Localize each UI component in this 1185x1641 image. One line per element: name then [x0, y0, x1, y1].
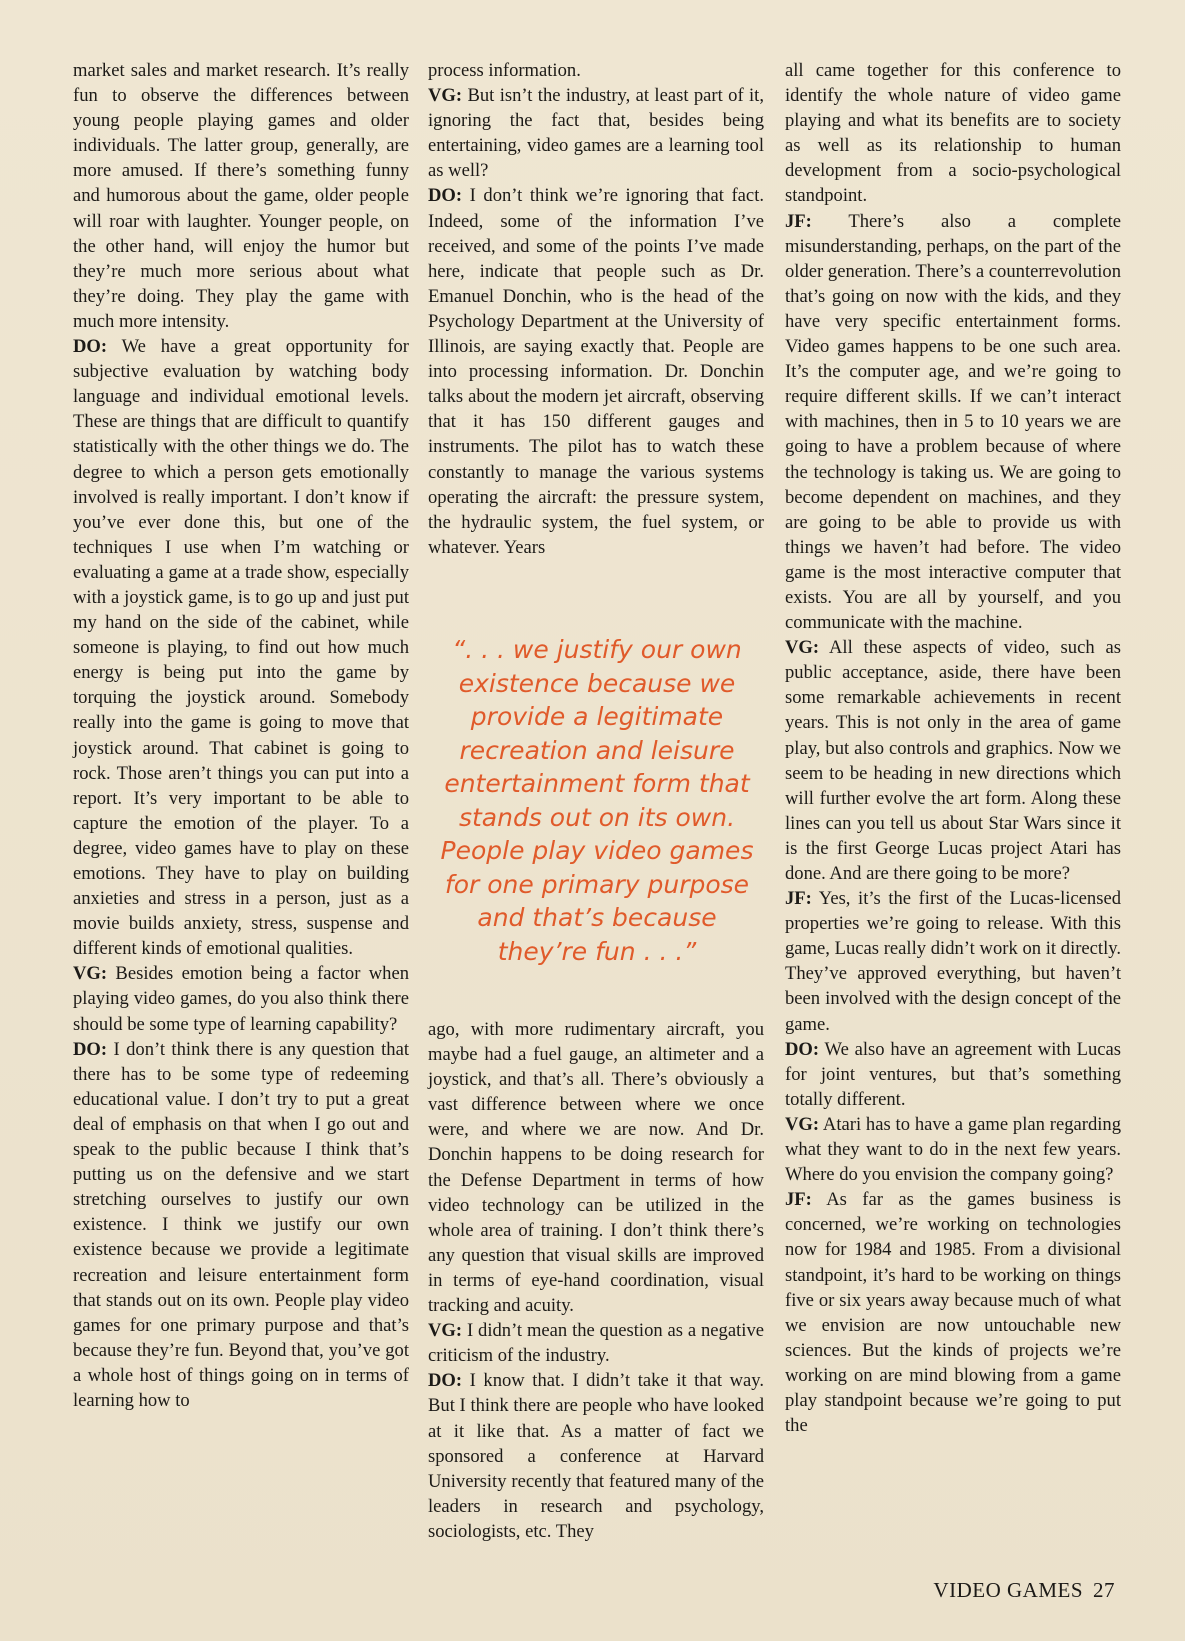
paragraph-text: Besides emotion being a factor when playing video games, do you also think there should be some type of learning capability? [73, 963, 409, 1035]
speaker-label: JF: [785, 888, 812, 910]
paragraph-text: I know that. I didn’t take it that way. But I think there are people who have looked at it like that. As a matter of fact we sponsored a conference at Harvard University recently that featured many of the leaders in research and psychology, sociologists, etc. They [428, 1370, 764, 1542]
paragraph-text: I didn’t mean the question as a negative criticism of the industry. [428, 1320, 764, 1367]
speaker-label: JF: [785, 210, 812, 232]
speaker-label: JF: [785, 1189, 812, 1211]
paragraph-text: There’s also a complete misunderstanding, perhaps, on the part of the older generation. There’s a counterrevolution that’s going on now with the kids, and they have very specific entertainment forms. Video games happens to be one such area. It’s the computer age, and we’re going to require different skills. If we can’t interact with machines, then in 5 to 10 years we are going to have a problem because of where the technology is taking us. We are going to become dependent on machines, and they are going to be able to provide us with things we haven’t had before. The video game is the most interactive computer that exists. You are all by yourself, and you communicate with the machine. [785, 210, 1121, 634]
speaker-label: DO: [428, 185, 463, 207]
speaker-label: DO: [428, 1370, 463, 1392]
paragraph [428, 1017, 764, 1318]
speaker-label: DO: [73, 336, 108, 358]
paragraph [785, 635, 1121, 886]
speaker-label: VG: [785, 637, 820, 659]
paragraph [428, 1368, 764, 1544]
paragraph-text: All these aspects of video, such as public acceptance, aside, there have been some remarkable achievements in recent years. This is not only in the area of game play, but also controls and graphics. Now we seem to be heading in new directions which will further evolve the art form. Along these lines can you tell us about Star Wars since it is the first George Lucas project Atari has done. And are there going to be more? [785, 637, 1121, 884]
paragraph-text: We have a great opportunity for subjective evaluation by watching body language and individual emotional levels. These are things that are difficult to quantify statistically with the other things we do. The degree to which a person gets emotionally involved is really important. I don’t know if you’ve ever done this, but one of the techniques I use when I’m watching or evaluating a game at a trade show, especially with a joystick game, is to go up and just put my hand on the side of the cabinet, while someone is playing, to find out how much energy is being put into the game by torquing the joystick around. Somebody really into the game is going to move that joystick around. That cabinet is going to rock. Those aren’t things you can put into a report. It’s very important to be able to capture the emotion of the player. To a degree, video games have to play on these emotions. They have to play on building anxieties and stress in a person, just as a movie builds anxiety, stress, suspense and different kinds of emotional qualities. [73, 336, 409, 960]
page-number: 27 [1093, 1578, 1115, 1602]
speaker-label: VG: [785, 1113, 820, 1135]
paragraph-text: market sales and market research. It’s really fun to observe the differences between young people playing games and older individuals. The latter group, generally, are more amused. If there’s something funny and humorous about the game, older people will roar with laughter. Younger people, on the other hand, will enjoy the humor but they’re much more serious about what they’re doing. They play the game with much more intensity. [73, 60, 409, 332]
paragraph-text: all came together for this conference to identify the whole nature of video game playing and what its benefits are to society as well as its relationship to human development from a socio-psychological standpoint. [785, 60, 1121, 207]
paragraph [785, 1112, 1121, 1187]
paragraph [785, 1037, 1121, 1112]
column-2-top [428, 58, 764, 560]
column-3 [785, 58, 1121, 1438]
column-1 [73, 58, 409, 1413]
paragraph-text: We also have an agreement with Lucas for joint ventures, but that’s something totally different. [785, 1038, 1122, 1110]
page-footer [923, 1578, 1115, 1603]
column-2-bottom [428, 1017, 764, 1544]
publication-name: VIDEO GAMES [933, 1578, 1083, 1602]
paragraph-text: I don’t think there is any question that there has to be some type of redeeming educational value. I don’t try to put a great deal of emphasis on that when I go out and speak to the public because I think that’s putting us on the defensive and we start stretching ourselves to justify our own existence. I think we justify our own existence because we provide a legitimate recreation and leisure entertainment form that stands out on its own. People play video games for one primary purpose and that’s because they’re fun. Beyond that, you’ve got a whole host of things going on in terms of learning how to [73, 1038, 409, 1411]
paragraph-text: As far as the games business is concerned, we’re working on technologies now for 1984 and 1985. From a divisional standpoint, it’s hard to be working on things five or six years away because much of what we envision are now untouchable new sciences. But the kinds of projects we’re working on are mind blowing from a game play standpoint because we’re going to put the [785, 1189, 1121, 1437]
paragraph [73, 334, 409, 961]
paragraph [785, 58, 1121, 209]
speaker-label: VG: [428, 85, 463, 107]
paragraph [73, 961, 409, 1036]
paragraph [428, 83, 764, 183]
speaker-label: VG: [73, 963, 108, 985]
paragraph [428, 183, 764, 559]
paragraph-text: ago, with more rudimentary aircraft, you maybe had a fuel gauge, an altimeter and a joystick, and that’s all. There’s obviously a vast difference between where we once were, and where we are now. And Dr. Donchin happens to be doing research for the Defense Department in terms of how video technology can be utilized in the whole area of training. I don’t think there’s any question that visual skills are improved in terms of eye-hand coordination, visual tracking and acuity. [428, 1019, 764, 1317]
paragraph [73, 1037, 409, 1413]
paragraph-text: Yes, it’s the first of the Lucas-licensed properties we’re going to release. With this game, Lucas really didn’t work on it directly. They’ve approved everything, but haven’t been involved with the design concept of the game. [785, 888, 1121, 1035]
paragraph-text: But isn’t the industry, at least part of it, ignoring the fact that, besides being entertaining, video games are a learning tool as well? [428, 85, 764, 182]
paragraph-text: process information. [428, 60, 581, 81]
paragraph-text: Atari has to have a game plan regarding what they want to do in the next few years. Where do you envision the company going? [785, 1113, 1122, 1186]
pull-quote: “. . . we justify our own existence because we provide a legitimate recreation and leisure entertainment form that stands out on its own. People play video games for one primary purpose and that’s because they’re fun . . .” [440, 635, 754, 966]
paragraph [785, 886, 1121, 1037]
paragraph [785, 1187, 1121, 1438]
speaker-label: DO: [785, 1038, 820, 1060]
paragraph [428, 58, 764, 83]
speaker-label: VG: [428, 1320, 463, 1342]
speaker-label: DO: [73, 1038, 108, 1060]
paragraph [785, 209, 1121, 636]
paragraph [428, 1318, 764, 1368]
paragraph [73, 58, 409, 334]
paragraph-text: I don’t think we’re ignoring that fact. Indeed, some of the information I’ve received, and some of the points I’ve made here, indicate that people such as Dr. Emanuel Donchin, who is the head of the Psychology Department at the University of Illinois, are saying exactly that. People are into processing information. Dr. Donchin talks about the modern jet aircraft, observing that it has 150 different gauges and instruments. The pilot has to watch these constantly to manage the various systems operating the aircraft: the pressure system, the hydraulic system, the fuel system, or whatever. Years [428, 185, 765, 558]
